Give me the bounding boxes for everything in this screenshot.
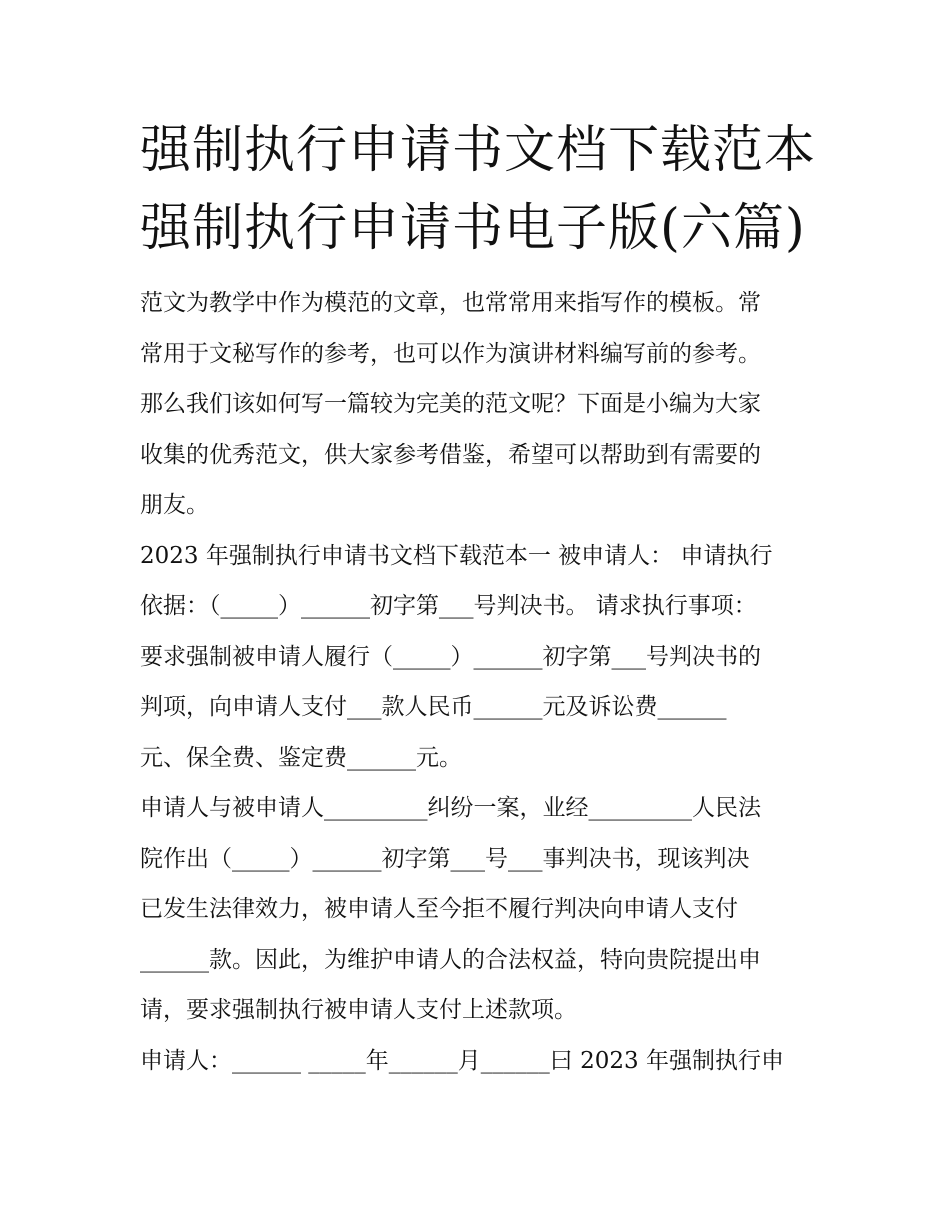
text-line: 收集的优秀范文，供大家参考借鉴，希望可以帮助到有需要的 (140, 441, 761, 468)
text-line: 申请人：______ _____年______月______曰 2023 年强制执行申 (140, 1047, 784, 1074)
text-line: 2023 年强制执行申请书文档下载范本一 被申请人： 申请执行 (140, 542, 773, 569)
signature-paragraph (140, 1036, 820, 1087)
text-line: ______款。因此，为维护申请人的合法权益，特向贵院提出申 (140, 946, 761, 973)
document-title (140, 112, 840, 268)
text-line: 申请人与被申请人_________纠纷一案，业经_________人民法 (140, 795, 761, 821)
document-body (140, 278, 820, 1086)
text-line: 已发生法律效力，被申请人至今拒不履行判决向申请人支付 (140, 896, 738, 922)
title-line: 强制执行申请书电子版(六篇) (140, 199, 806, 258)
text-line: 元、保全费、鉴定费______元。 (140, 744, 462, 771)
text-line: 要求强制被申请人履行（_____）______初字第___号判决书的 (140, 643, 761, 670)
sample-one-paragraph (140, 531, 820, 784)
text-line: 常用于文秘写作的参考，也可以作为演讲材料编写前的参考。 (140, 340, 761, 367)
intro-paragraph (140, 278, 820, 531)
title-line: 强制执行申请书文档下载范本 (140, 121, 817, 180)
text-line: 朋友。 (140, 492, 209, 518)
text-line: 院作出（_____）______初字第___号___事判决书，现该判决 (140, 845, 750, 872)
text-line: 判项，向申请人支付___款人民币______元及诉讼费______ (140, 694, 727, 720)
text-line: 请，要求强制执行被申请人支付上述款项。 (140, 997, 577, 1023)
text-line: 那么我们该如何写一篇较为完美的范文呢？下面是小编为大家 (140, 391, 761, 417)
text-line: 依据：（_____）______初字第___号判决书。 请求执行事项： (140, 593, 757, 619)
facts-paragraph (140, 783, 820, 1036)
text-line: 范文为教学中作为模范的文章，也常常用来指写作的模板。常 (140, 290, 761, 316)
